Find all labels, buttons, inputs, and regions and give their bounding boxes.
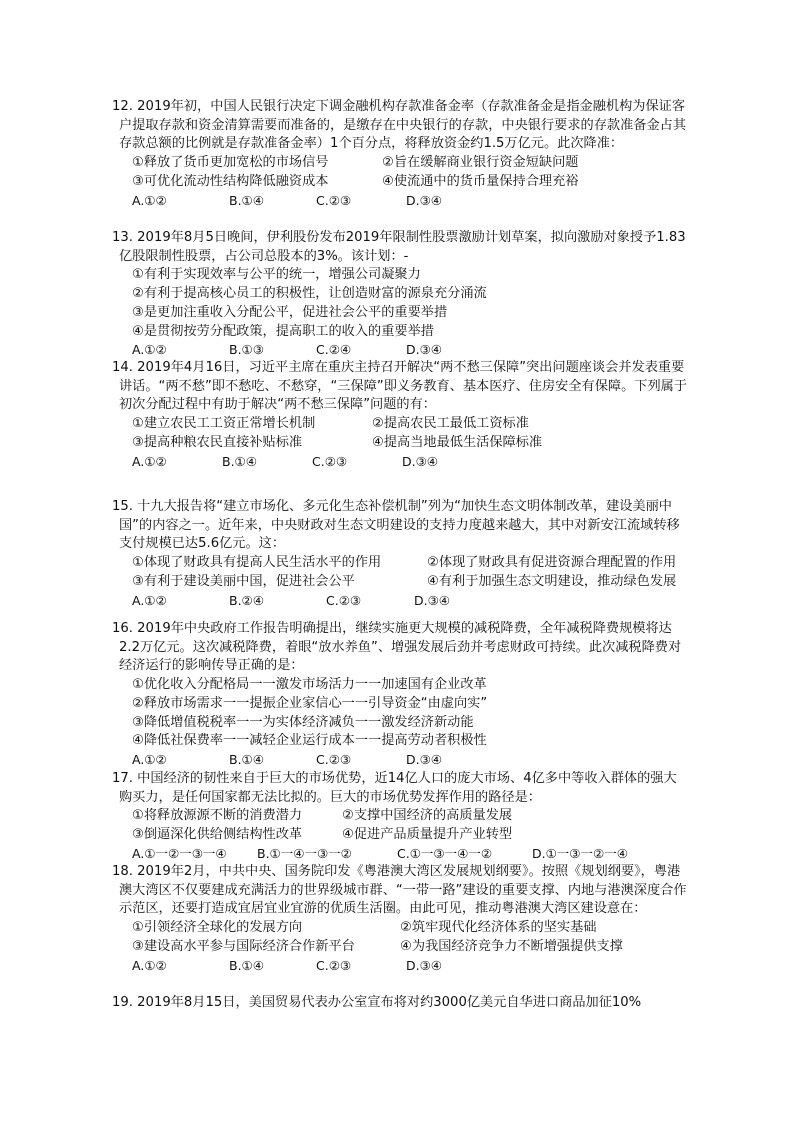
question-18 xyxy=(112,863,687,975)
choice: A.①② xyxy=(132,957,167,973)
option: ③有利于建设美丽中国，促进社会公平 xyxy=(132,573,355,589)
options-row xyxy=(112,154,687,173)
choice: B.①③ xyxy=(229,342,264,358)
choice: D.③④ xyxy=(406,342,443,358)
options-row xyxy=(112,173,687,192)
question-stem: 15. 十九大报告将“建立市场化、多元化生态补偿机制”列为“加快生态文明体制改革，建设美丽中国”的内容之一。近年来，中央财政对生态文明建设的支持力度越来越大，其中对新安江流域转移支付规模已达5.6亿元。这： xyxy=(112,499,680,552)
option: ③建设高水平参与国际经济合作新平台 xyxy=(132,938,355,954)
options-row xyxy=(112,573,687,592)
question-stem: 14. 2019年4月16日，习近平主席在重庆主持召开解决“两不愁三保障”突出问题座谈会并发表重要讲话。“两不愁”即不愁吃、不愁穿，“三保障”即义务教育、基本医疗、住房安全有保障。下列属于初次分配过程中有助于解决“两不愁三保障”问题的有： xyxy=(112,360,688,413)
answer-choices xyxy=(112,751,687,770)
answer-choices xyxy=(112,192,687,211)
choice: C.②③ xyxy=(316,957,352,973)
question-stem: 12. 2019年初，中国人民银行决定下调金融机构存款准备金率（存款准备金是指金融机构为保证客户提取存款和资金清算需要而准备的，是缴存在中央银行的存款，中央银行要求的存款准备金占其存款总额的比例就是存款准备金率）1个百分点，将释放资金约1.5万亿元。此次降准： xyxy=(112,99,687,152)
choice: C.②③ xyxy=(316,192,352,208)
options-row xyxy=(112,434,687,453)
choice: C.②④ xyxy=(316,342,352,358)
option: ④提高当地最低生活保障标准 xyxy=(372,434,543,450)
question-17 xyxy=(112,770,687,864)
question-13 xyxy=(112,229,687,360)
options-row xyxy=(112,938,687,957)
choice: B.①一④一③一② xyxy=(257,845,352,861)
option: ③可优化流动性结构降低融资成本 xyxy=(132,173,329,189)
choice: A.①② xyxy=(132,192,167,208)
option: ③降低增值税税率一一为实体经济减负一一激发经济新动能 xyxy=(132,714,474,730)
answer-choices xyxy=(112,592,687,611)
choice: D.③④ xyxy=(406,957,443,973)
question-stem: 13. 2019年8月5日晚间，伊利股份发布2019年限制性股票激励计划草案，拟向激励对象授予1.83亿股限制性股票，占公司总股本的3%。该计划：- xyxy=(112,230,686,264)
option: ④为我国经济竞争力不断增强提供支撑 xyxy=(400,938,623,954)
choice: C.②③ xyxy=(312,453,348,469)
option: ①引领经济全球化的发展方向 xyxy=(132,920,303,936)
answer-choices xyxy=(112,845,687,864)
option: ②体现了财政具有促进资源合理配置的作用 xyxy=(427,555,677,571)
option: ④促进产品质量提升产业转型 xyxy=(342,827,513,843)
choice: A.①② xyxy=(132,342,167,358)
option: ②筑牢现代化经济体系的坚实基础 xyxy=(400,920,597,936)
choice: C.①一③一④一② xyxy=(397,845,493,861)
options-row xyxy=(112,554,687,573)
options-row xyxy=(112,826,687,845)
question-15 xyxy=(112,498,687,610)
question-stem: 18. 2019年2月，中共中央、国务院印发《粤港澳大湾区发展规划纲要》。按照《规划纲要》，粤港澳大湾区不仅要建成充满活力的世界级城市群、“一带一路”建设的重要支撑、内地与港澳深度合作示范区，还要打造成宜居宜业宜游的优质生活圈。由此可见，推动粤港澳大湾区建设意在： xyxy=(112,864,687,917)
options-row xyxy=(112,415,687,434)
choice: A.①② xyxy=(132,751,167,767)
choice: B.②④ xyxy=(229,592,264,608)
choice: D.③④ xyxy=(402,453,439,469)
choice: C.②③ xyxy=(326,592,362,608)
answer-choices xyxy=(112,453,687,472)
option: ②提高农民工最低工资标准 xyxy=(372,416,529,432)
option: ①体现了财政具有提高人民生活水平的作用 xyxy=(132,555,382,571)
choice: D.③④ xyxy=(406,192,443,208)
option: ②有利于提高核心员工的积极性，让创造财富的源泉充分涌流 xyxy=(132,286,487,302)
option: ④是贯彻按劳分配政策，提高职工的收入的重要举措 xyxy=(132,323,434,339)
option: ③倒逼深化供给侧结构性改革 xyxy=(132,827,303,843)
question-14 xyxy=(112,359,687,471)
option: ④降低社保费率一一减轻企业运行成本一一提高劳动者积极性 xyxy=(132,733,487,749)
option: ①有利于实现效率与公平的统一，增强公司凝聚力 xyxy=(132,267,421,283)
question-stem: 16. 2019年中央政府工作报告明确提出，继续实施更大规模的减税降费，全年减税降费规模将达2.2万亿元。这次减税降费，着眼“放水养鱼”、增强发展后劲并考虑财政可持续。此次减税降费对经济运行的影响传导正确的是： xyxy=(112,621,682,674)
option: ④使流通中的货币量保持合理充裕 xyxy=(382,173,579,189)
question-stem: 17. 中国经济的韧性来自于巨大的市场优势，近14亿人口的庞大市场、4亿多中等收入群体的强大购买力，是任何国家都无法比拟的。巨大的市场优势发挥作用的路径是： xyxy=(112,771,677,805)
option: ③是更加注重收入分配公平，促进社会公平的重要举措 xyxy=(132,304,448,320)
question-12 xyxy=(112,98,687,210)
options-row xyxy=(112,919,687,938)
question-stem: 19. 2019年8月15日，美国贸易代表办公室宣布将对约3000亿美元自华进口商品加征10% xyxy=(112,995,642,1010)
option: ①优化收入分配格局一一激发市场活力一一加速国有企业改革 xyxy=(132,677,487,693)
options-row xyxy=(112,807,687,826)
choice: A.①② xyxy=(132,453,167,469)
choice: D.③④ xyxy=(406,751,443,767)
choice: B.①④ xyxy=(222,453,257,469)
option: ③提高种粮农民直接补贴标准 xyxy=(132,434,303,450)
answer-choices xyxy=(112,957,687,976)
choice: C.②③ xyxy=(316,751,352,767)
option: ②支撑中国经济的高质量发展 xyxy=(342,808,513,824)
choice: D.①一③一②一④ xyxy=(532,845,628,861)
question-19 xyxy=(112,994,687,1013)
choice: D.③④ xyxy=(414,592,451,608)
choice: B.①④ xyxy=(229,192,264,208)
option: ④有利于加强生态文明建设，推动绿色发展 xyxy=(427,573,677,589)
choice: B.①④ xyxy=(229,957,264,973)
question-16 xyxy=(112,620,687,770)
option: ②释放市场需求一一提振企业家信心一一引导资金“由虚向实” xyxy=(132,695,488,711)
option: ①建立农民工工资正常增长机制 xyxy=(132,416,316,432)
option: ①释放了货币更加宽松的市场信号 xyxy=(132,155,329,171)
choice: A.①② xyxy=(132,592,167,608)
answer-choices xyxy=(112,341,687,360)
option: ①将释放源源不断的消费潜力 xyxy=(132,808,303,824)
choice: B.①④ xyxy=(229,751,264,767)
option: ②旨在缓解商业银行资金短缺问题 xyxy=(382,155,579,171)
choice: A.①一②一③一④ xyxy=(132,845,227,861)
